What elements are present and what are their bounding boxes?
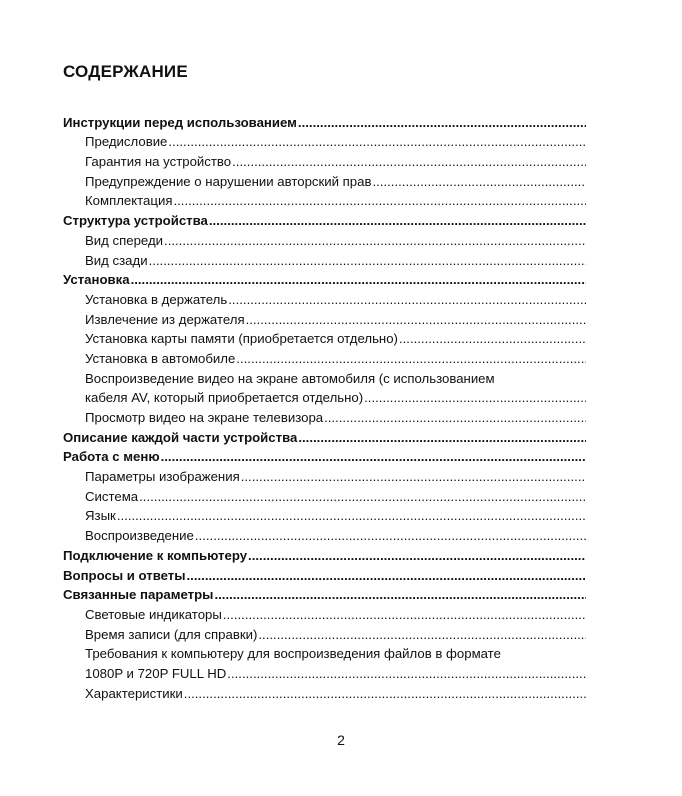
toc-subsection-entry — [63, 228, 586, 248]
dot-leader — [194, 528, 586, 543]
table-of-contents — [63, 110, 586, 701]
toc-section-entry — [63, 543, 586, 563]
toc-subsection-entry — [63, 523, 586, 543]
toc-subsection-entry — [63, 642, 586, 662]
toc-entry-label: Время записи (для справки) — [85, 626, 258, 642]
toc-entry-label: Вопросы и ответы — [63, 567, 186, 583]
toc-entry-label: кабеля AV, который приобретается отдельно) — [85, 390, 364, 406]
toc-section-entry — [63, 268, 586, 288]
dot-leader — [247, 548, 586, 563]
dot-leader — [116, 508, 586, 523]
dot-leader — [235, 351, 586, 366]
toc-subsection-entry — [63, 287, 586, 307]
toc-entry-label: Воспроизведение видео на экране автомобиля (с использованием — [85, 370, 495, 386]
dot-leader — [240, 469, 586, 484]
toc-entry-label: Световые индикаторы — [85, 606, 222, 622]
dot-leader — [138, 489, 586, 504]
toc-entry-label: Структура устройства — [63, 213, 208, 229]
page-title: СОДЕРЖАНИЕ — [63, 62, 188, 81]
toc-subsection-entry — [63, 248, 586, 268]
toc-subsection-entry — [63, 130, 586, 150]
dot-leader — [398, 331, 586, 346]
dot-leader — [148, 253, 586, 268]
dot-leader — [222, 607, 586, 622]
toc-entry-label: Установка в держатель — [85, 291, 228, 307]
dot-leader — [231, 154, 586, 169]
dot-leader — [130, 272, 586, 287]
dot-leader — [363, 390, 586, 405]
dot-leader — [227, 292, 586, 307]
toc-subsection-entry — [63, 661, 586, 681]
toc-subsection-entry — [63, 346, 586, 366]
toc-subsection-entry — [63, 307, 586, 327]
dot-leader — [371, 174, 586, 189]
toc-entry-label: Установка — [63, 272, 130, 288]
toc-entry-label: Вид спереди — [85, 232, 164, 248]
toc-subsection-entry — [63, 484, 586, 504]
toc-entry-label: Вид сзади — [85, 252, 148, 268]
toc-section-entry — [63, 583, 586, 603]
toc-subsection-entry — [63, 169, 586, 189]
toc-entry-label: Комплектация — [85, 193, 173, 209]
toc-subsection-entry — [63, 327, 586, 347]
toc-entry-label: Инструкции перед использованием — [63, 114, 297, 130]
toc-entry-label: Требования к компьютеру для воспроизведения файлов в формате — [85, 646, 501, 662]
toc-subsection-entry — [63, 504, 586, 524]
dot-leader — [186, 568, 586, 583]
toc-entry-label: Характеристики — [85, 685, 183, 701]
toc-entry-label: Работа с меню — [63, 449, 160, 465]
toc-entry-label: 1080P и 720P FULL HD — [85, 665, 227, 681]
dot-leader — [160, 449, 586, 464]
toc-section-entry — [63, 445, 586, 465]
toc-entry-label: Описание каждой части устройства — [63, 429, 298, 445]
toc-entry-label: Связанные параметры — [63, 587, 214, 603]
toc-subsection-entry — [63, 622, 586, 642]
dot-leader — [163, 233, 586, 248]
toc-subsection-entry — [63, 149, 586, 169]
dot-leader — [167, 134, 586, 149]
toc-section-entry — [63, 208, 586, 228]
dot-leader — [226, 666, 586, 681]
dot-leader — [297, 430, 586, 445]
toc-subsection-entry — [63, 366, 586, 386]
toc-entry-label: Предупреждение о нарушении авторский прав — [85, 173, 372, 189]
toc-entry-label: Просмотр видео на экране телевизора — [85, 410, 324, 425]
toc-subsection-entry — [63, 681, 586, 701]
toc-section-entry — [63, 563, 586, 583]
toc-entry-label: Параметры изображения — [85, 469, 240, 485]
page-number: 2 — [337, 732, 345, 748]
dot-leader — [245, 312, 586, 327]
toc-entry-label: Извлечение из держателя — [85, 311, 245, 327]
toc-entry-label: Язык — [85, 508, 116, 524]
dot-leader — [183, 686, 586, 701]
toc-subsection-entry — [63, 405, 586, 425]
toc-entry-label: Система — [85, 488, 139, 504]
toc-subsection-entry — [63, 189, 586, 209]
dot-leader — [297, 115, 586, 130]
toc-subsection-entry — [63, 464, 586, 484]
toc-entry-label: Установка в автомобиле — [85, 350, 236, 366]
toc-entry-label: Воспроизведение — [85, 528, 194, 544]
toc-subsection-entry — [63, 602, 586, 622]
toc-entry-label: Предисловие — [85, 134, 168, 150]
toc-section-entry — [63, 110, 586, 130]
dot-leader — [208, 213, 586, 228]
toc-entry-label: Гарантия на устройство — [85, 154, 232, 170]
toc-entry-label: Подключение к компьютеру — [63, 547, 248, 563]
dot-leader — [172, 193, 586, 208]
toc-section-entry — [63, 425, 586, 445]
toc-entry-label: Установка карты памяти (приобретается отдельно) — [85, 331, 398, 347]
dot-leader — [323, 410, 586, 425]
dot-leader — [257, 627, 586, 642]
toc-subsection-entry — [63, 386, 586, 406]
dot-leader — [213, 587, 586, 602]
